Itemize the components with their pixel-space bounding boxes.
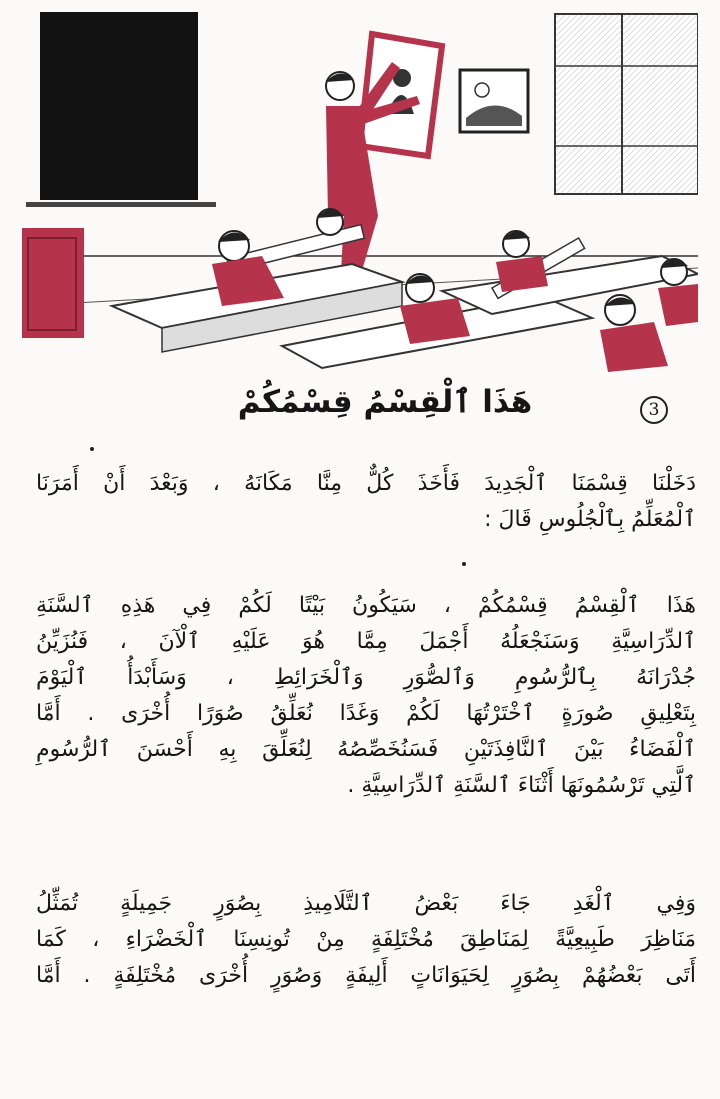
text-line: مَنَاظِرَ طَبِيعِيَّةً لِمَنَاطِقَ مُخْتَلِفَةٍ مِنْ تُونِسِنَا ٱلْخَضْرَاءِ ، كَمَا xyxy=(36,927,696,952)
ink-speck xyxy=(90,447,94,451)
text-line: أَتَى بَعْضُهُمْ بِصُوَرٍ لِحَيَوَانَاتٍ أَلِيفَةٍ وَصُوَرٍ أُخْرَى مُخْتَلِفَةٍ . أَمَّا xyxy=(36,963,696,988)
page-number: 3 xyxy=(640,396,668,424)
wall-picture xyxy=(460,70,528,132)
paragraph-3 xyxy=(36,886,696,994)
paragraph-2 xyxy=(36,588,696,804)
text-line: بِتَعْلِيقِ صُورَةٍ ٱخْتَرْتُهَا لَكُمْ وَغَدًا نُعَلِّقُ صُوَرًا أُخْرَى . أَمَّا xyxy=(36,701,696,726)
classroom-illustration xyxy=(22,6,698,374)
text-line: هَذَا ٱلْقِسْمُ قِسْمُكُمْ ، سَيَكُونُ بَيْتًا لَكُمْ فِي هَذِهِ ٱلسَّنَةِ xyxy=(36,593,696,618)
paragraph-1 xyxy=(36,466,696,538)
text-line: ٱلْمُعَلِّمُ بِٱلْجُلُوسِ قَالَ : xyxy=(484,507,696,532)
blackboard xyxy=(40,12,198,200)
text-line: وَفِي ٱلْغَدِ جَاءَ بَعْضُ ٱلتَّلَامِيذِ بِصُوَرٍ جَمِيلَةٍ تُمَثِّلُ xyxy=(36,891,696,916)
text-line: ٱلدِّرَاسِيَّةِ وَسَنَجْعَلُهُ أَجْمَلَ مِمَّا هُوَ عَلَيْهِ ٱلْآنَ ، فَنُزَيِّنُ xyxy=(36,629,696,654)
lesson-title: هَذَا ٱلْقِسْمُ قِسْمُكُمْ xyxy=(237,384,533,420)
window xyxy=(555,14,698,194)
text-line: ٱلَّتِي تَرْسُمُونَهَا أَثْنَاءَ ٱلسَّنَةِ ٱلدِّرَاسِيَّةِ . xyxy=(347,773,696,798)
text-line: جُدْرَانَهُ بِٱلرُّسُومِ وَٱلصُّوَرِ وَٱلْخَرَائِطِ ، وَسَأَبْدَأُ ٱلْيَوْمَ xyxy=(36,665,696,690)
text-line: دَخَلْنَا قِسْمَنَا ٱلْجَدِيدَ فَأَخَذَ كُلٌّ مِنَّا مَكَانَهُ ، وَبَعْدَ أَنْ أَمَرَنَا xyxy=(36,471,696,496)
ink-speck xyxy=(462,562,466,566)
text-line: ٱلْفَضَاءُ بَيْنَ ٱلنَّافِذَتَيْنِ فَسَنُخَصِّصُهُ لِنُعَلِّقَ بِهِ أَحْسَنَ ٱلرُّسُومِ xyxy=(36,737,696,762)
